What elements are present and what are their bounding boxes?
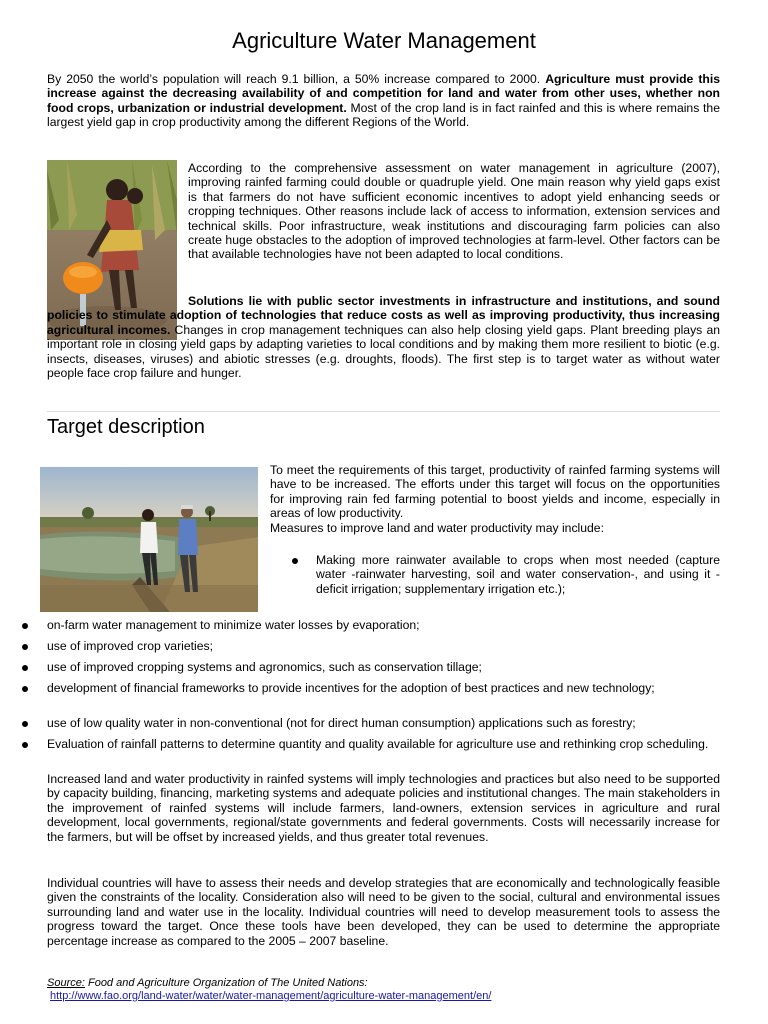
field-visit-photo — [40, 467, 258, 612]
stakeholders-paragraph: Increased land and water productivity in rainfed systems will imply technologies and practices but also need to be supported by capacity building, financing, marketing systems and adequate policies and institutional changes. The main stakeholders in the improvement of rainfed systems will include farmers, land-owners, extension services in agriculture and rural development, local governments, regional/state governments and federal governments. Costs will necessarily increase for the farmers, but will be offset by increased yields, and thus greater total revenues. — [47, 772, 720, 844]
bullet-rainwater: Making more rainwater available to crops when most needed (capture water -rainwater harvesting, soil and water conservation-, and using it -deficit irrigation; supplementary irrigation etc.); — [316, 553, 720, 596]
source-link[interactable]: http://www.fao.org/land-water/water/water-management/agriculture-water-management/en/ — [50, 990, 492, 1002]
source-credit: Source: Food and Agriculture Organization of The United Nations: — [47, 977, 368, 989]
bullet-dot — [292, 558, 298, 564]
bullet-dot — [22, 721, 28, 727]
bullet-item: on-farm water management to minimize water losses by evaporation; — [47, 618, 420, 632]
section-divider — [47, 411, 720, 412]
bullet-dot — [22, 644, 28, 650]
bullet-dot — [22, 686, 28, 692]
bullet-dot — [22, 623, 28, 629]
bullet-item: Evaluation of rainfall patterns to determine quantity and quality available for agriculture use and rethinking crop scheduling. — [47, 737, 709, 751]
intro-paragraph: By 2050 the world’s population will reach 9.1 billion, a 50% increase compared to 2000. Agriculture must provide this increase against the decreasing availability of and competition for land and water from other uses, whether non food crops, urbanization or industrial development. Most of the crop land is in fact rainfed and this is where remains the largest yield gap in crop productivity among the different Regions of the World. — [47, 72, 720, 130]
bullet-dot — [22, 665, 28, 671]
bullet-item: use of improved crop varieties; — [47, 639, 213, 653]
bullet-item: development of financial frameworks to provide incentives for the adoption of best practices and new technology; — [47, 681, 655, 695]
measures-intro: Measures to improve land and water productivity may include: — [270, 521, 604, 535]
bullet-item: use of improved cropping systems and agronomics, such as conservation tillage; — [47, 660, 482, 674]
target-paragraph: To meet the requirements of this target, productivity of rainfed farming systems will have to be increased. The efforts under this target will focus on the opportunities for improving rain fed farming potential to boost yields and income, especially in areas of low productivity. — [270, 463, 720, 521]
bullet-item: use of low quality water in non-conventional (not for direct human consumption) applications such as forestry; — [47, 716, 636, 730]
solutions-paragraph: Solutions lie with public sector investments in infrastructure and institutions, and sound policies to stimulate adoption of technologies that reduce costs as well as improving productivity, thus increasing agricultural incomes. Changes in crop management techniques can also help closing yield gaps. Plant breeding plays an important role in closing yield gaps by adapting varieties to local conditions and by making them more resilient to biotic (e.g. insects, diseases, viruses) and abiotic stresses (e.g. droughts, floods). The first step is to target water as without water people face crop failure and hunger. — [47, 294, 720, 381]
page-title: Agriculture Water Management — [232, 28, 536, 53]
countries-paragraph: Individual countries will have to assess their needs and develop strategies that are economically and technologically feasible given the constraints of the locality. Consideration also will need to be given to the social, cultural and environmental issues surrounding land and water use in the locality. Individual countries will need to develop measurement tools to assess the progress toward the target. Once these tools have been developed, they can be used to determine the appropriate percentage increase as compared to the 2005 – 2007 baseline. — [47, 876, 720, 948]
section-heading-target-description: Target description — [47, 416, 205, 438]
assessment-paragraph: According to the comprehensive assessment on water management in agriculture (2007), improving rainfed farming could double or quadruple yield. One main reason why yield gaps exist is that farmers do not have sufficient economic incentives to adopt yield enhancing seeds or cropping techniques. Other reasons include lack of access to information, extension services and technical skills. Poor infrastructure, weak institutions and discouraging farm policies can also create huge obstacles to the adoption of improved technologies at farm-level. Other factors can be that available technologies have not been adapted to local conditions. — [188, 161, 720, 262]
bullet-dot — [22, 742, 28, 748]
